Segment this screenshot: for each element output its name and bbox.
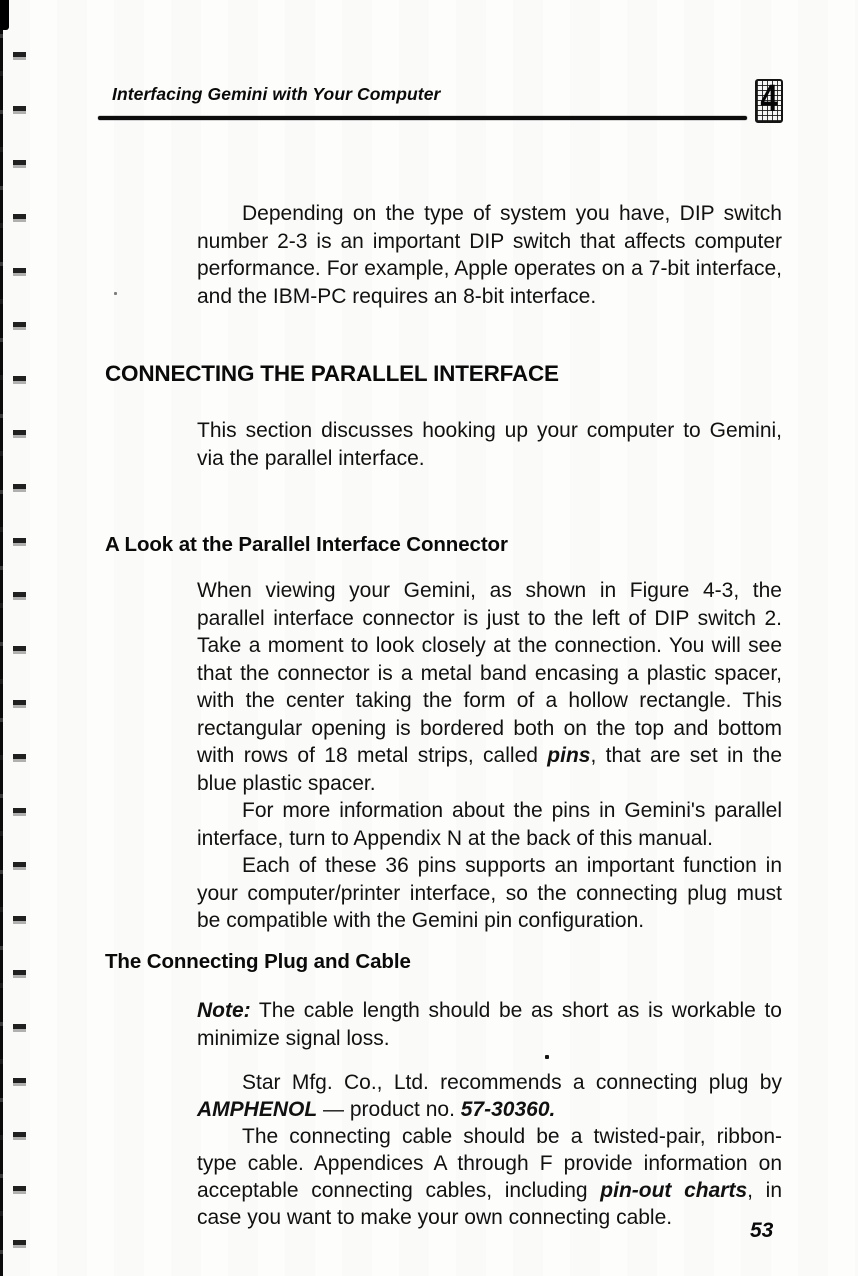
- scan-corner-blot: [0, 0, 9, 30]
- intro-paragraph: Depending on the type of system you have, DIP switch number 2-3 is an important DIP switch that affects computer performance. For example, Apple operates on a 7-bit interface, and the IBM-PC requires an 8-bit interface.: [197, 202, 782, 308]
- plug-paragraphs-block: [197, 1069, 782, 1231]
- intro-paragraph-block: [197, 200, 782, 310]
- section-parallel-intro-paragraph: This section discusses hooking up your computer to Gemini, via the parallel interface.: [197, 419, 782, 470]
- connector-p1-emphasis-pins: pins: [547, 744, 591, 767]
- subsection-heading-connector: A Look at the Parallel Interface Connector: [105, 533, 508, 556]
- plug-p1-emphasis-amphenol: AMPHENOL: [197, 1098, 318, 1121]
- binding-marks-artifact: [13, 52, 26, 1260]
- note-text: The cable length should be as short as is workable to minimize signal loss.: [197, 999, 782, 1050]
- plug-p2-text: The connecting cable should be a twisted-pair, ribbon-type cable. Appendices A through F provide information on acceptable connecting cables, including: [197, 1125, 782, 1202]
- connector-paragraph-1: [197, 577, 782, 797]
- plug-p2-text-end: , in case you want to make your own connecting cable.: [197, 1179, 782, 1229]
- plug-p1-text-mid: — product no.: [317, 1098, 461, 1121]
- note-block: [197, 997, 782, 1052]
- scan-edge-artifact: [0, 0, 3, 1276]
- scan-speck: [114, 292, 117, 295]
- plug-paragraph-2: [197, 1123, 782, 1231]
- section-parallel-intro-block: [197, 417, 782, 472]
- plug-p1-text: Star Mfg. Co., Ltd. recommends a connecting plug by: [242, 1071, 782, 1094]
- connector-paragraph-2: For more information about the pins in Gemini's parallel interface, turn to Appendix N at the back of this manual.: [197, 799, 782, 850]
- plug-p1-emphasis-product-no: 57-30360.: [460, 1098, 556, 1121]
- note-paragraph: [197, 997, 782, 1052]
- connector-paragraph-3: Each of these 36 pins supports an important function in your computer/printer interface, so the connecting plug must be compatible with the Gemini pin configuration.: [197, 854, 782, 932]
- connector-paragraphs-block: [197, 577, 782, 935]
- plug-paragraph-1: [197, 1069, 782, 1123]
- page-number: 53: [750, 1219, 774, 1242]
- plug-p2-emphasis-pinout-charts: pin-out charts: [600, 1179, 748, 1202]
- subsection-heading-plug-cable: The Connecting Plug and Cable: [105, 950, 411, 973]
- chapter-badge: [755, 79, 783, 123]
- section-heading-parallel-interface: CONNECTING THE PARALLEL INTERFACE: [105, 361, 559, 386]
- running-header-title: Interfacing Gemini with Your Computer: [112, 84, 441, 104]
- connector-p1-text-end: , that are set in the blue plastic spacer.: [197, 744, 783, 795]
- note-label: Note:: [197, 999, 251, 1022]
- scan-speck: [545, 1055, 549, 1059]
- chapter-number: 4: [760, 78, 778, 120]
- header-rule: [98, 116, 747, 120]
- connector-p1-text: When viewing your Gemini, as shown in Figure 4-3, the parallel interface connector is just to the left of DIP switch 2. Take a moment to look closely at the connection. You will see that the connector is a metal band encasing a plastic spacer, with the center taking the form of a hollow rectangle. This rectangular opening is bordered both on the top and bottom with rows of 18 metal strips, called: [197, 579, 782, 767]
